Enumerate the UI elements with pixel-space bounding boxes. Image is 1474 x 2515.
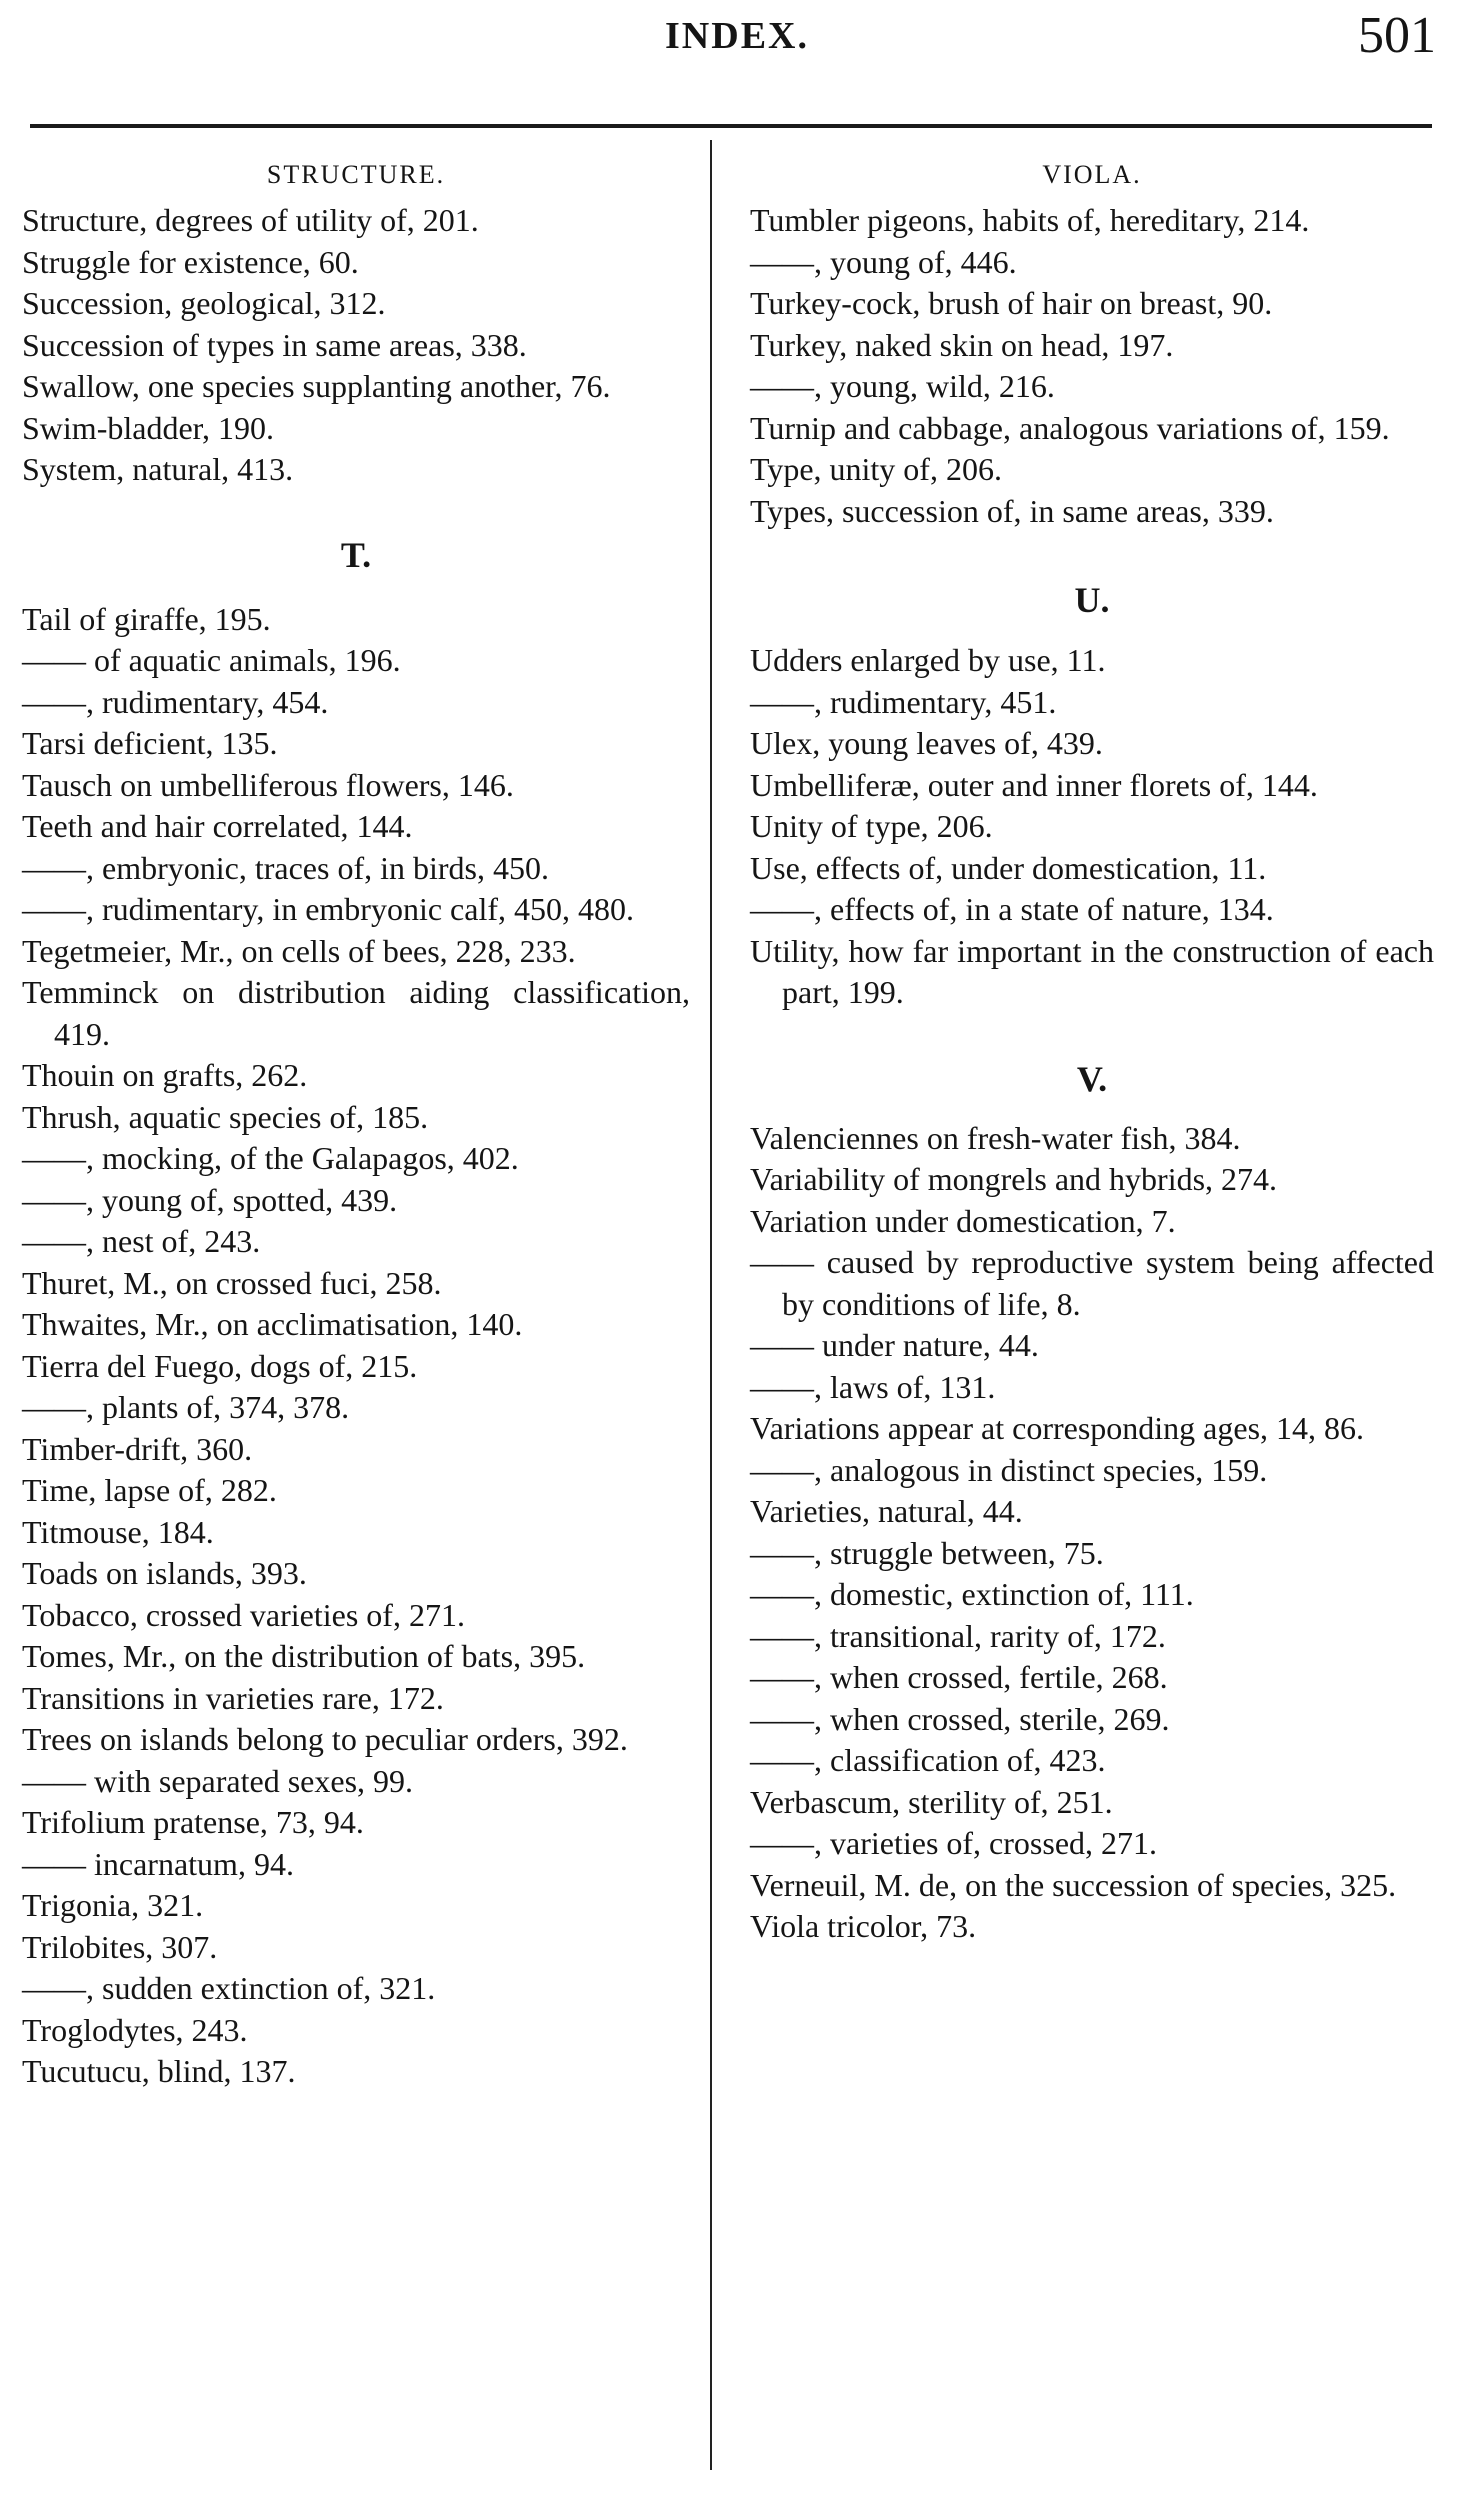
- index-entry: ——, struggle between, 75.: [750, 1534, 1104, 1571]
- index-entry: Type, unity of, 206.: [750, 451, 1002, 487]
- index-entry: Utility, how far important in the construction of each part, 199.: [750, 932, 1434, 1010]
- index-entry: Titmouse, 184.: [22, 1513, 214, 1550]
- index-entry: ——, transitional, rarity of, 172.: [750, 1617, 1166, 1654]
- index-entry: Toads on islands, 393.: [22, 1555, 307, 1591]
- running-head: [0, 6, 1474, 76]
- index-entry: ——, rudimentary, 454.: [22, 683, 329, 720]
- index-entry: Tail of giraffe, 195.: [22, 600, 271, 637]
- index-entry: Umbelliferæ, outer and inner florets of, 144.: [750, 766, 1318, 803]
- index-entry: —— of aquatic animals, 196.: [22, 642, 401, 678]
- index-entry: Transitions in varieties rare, 172.: [22, 1679, 444, 1716]
- index-entry: Turkey-cock, brush of hair on breast, 90.: [750, 285, 1273, 321]
- index-entry: ——, analogous in distinct species, 159.: [750, 1451, 1268, 1488]
- index-entry: —— incarnatum, 94.: [22, 1845, 294, 1882]
- page-number: 501: [1358, 7, 1436, 64]
- index-entry: ——, young of, spotted, 439.: [22, 1181, 398, 1218]
- index-entry: Swallow, one species supplanting another, 76.: [22, 368, 611, 404]
- left-column: [22, 150, 690, 2093]
- index-entry: —— caused by reproductive system being affected by conditions of life, 8.: [750, 1244, 1434, 1322]
- index-entry: Tausch on umbelliferous flowers, 146.: [22, 766, 514, 803]
- index-entry: ——, young, wild, 216.: [750, 368, 1055, 404]
- index-entry: Structure, degrees of utility of, 201.: [22, 202, 479, 238]
- index-entry: System, natural, 413.: [22, 451, 294, 487]
- page-title: INDEX.: [665, 15, 809, 57]
- index-entry: Temminck on distribution aiding classification, 419.: [22, 974, 690, 1052]
- index-entry: ——, sudden extinction of, 321.: [22, 1970, 436, 2006]
- index-entry: ——, rudimentary, 451.: [750, 683, 1057, 720]
- index-entry: ——, when crossed, sterile, 269.: [750, 1700, 1170, 1737]
- index-entry: Valenciennes on fresh-water fish, 384.: [750, 1119, 1241, 1156]
- index-entry: ——, classification of, 423.: [750, 1742, 1106, 1778]
- index-entry: Verneuil, M. de, on the succession of species, 325.: [750, 1866, 1397, 1903]
- index-entry: Use, effects of, under domestication, 11.: [750, 849, 1267, 886]
- index-entry: Troglodytes, 243.: [22, 2011, 248, 2048]
- index-entry: Tegetmeier, Mr., on cells of bees, 228, 233.: [22, 932, 576, 969]
- column-divider: [710, 140, 712, 2470]
- index-entry: Thwaites, Mr., on acclimatisation, 140.: [22, 1306, 523, 1342]
- index-entry: Udders enlarged by use, 11.: [750, 642, 1106, 678]
- index-entry: Variability of mongrels and hybrids, 274.: [750, 1161, 1278, 1197]
- index-entry: Thuret, M., on crossed fuci, 258.: [22, 1264, 442, 1301]
- index-entry: Succession, geological, 312.: [22, 285, 386, 321]
- index-entry: Trigonia, 321.: [22, 1887, 204, 1923]
- index-entry: ——, domestic, extinction of, 111.: [750, 1576, 1194, 1612]
- index-entry: ——, young of, 446.: [750, 243, 1017, 280]
- right-column: [750, 150, 1434, 1948]
- entry-list: [22, 599, 690, 2093]
- index-entry: ——, varieties of, crossed, 271.: [750, 1825, 1158, 1861]
- index-entry: Tierra del Fuego, dogs of, 215.: [22, 1347, 418, 1384]
- index-entry: Unity of type, 206.: [750, 808, 993, 844]
- index-entry: Tumbler pigeons, habits of, hereditary, 214.: [750, 202, 1310, 238]
- entry-list: [22, 200, 690, 491]
- entry-list: [750, 1118, 1434, 1948]
- index-entry: Ulex, young leaves of, 439.: [750, 725, 1103, 761]
- index-entry: Swim-bladder, 190.: [22, 409, 275, 446]
- index-entry: Time, lapse of, 282.: [22, 1472, 277, 1508]
- column-running-head: VIOLA.: [1042, 160, 1142, 189]
- index-entry: Types, succession of, in same areas, 339.: [750, 492, 1274, 529]
- index-entry: ——, when crossed, fertile, 268.: [750, 1659, 1168, 1695]
- index-entry: Tobacco, crossed varieties of, 271.: [22, 1596, 465, 1633]
- index-entry: Trees on islands belong to peculiar orders, 392.: [22, 1721, 628, 1757]
- index-entry: Tucutucu, blind, 137.: [22, 2053, 296, 2089]
- index-entry: ——, laws of, 131.: [750, 1368, 996, 1405]
- index-entry: Tarsi deficient, 135.: [22, 725, 278, 761]
- section-heading: V.: [1076, 1058, 1108, 1099]
- index-entry: Struggle for existence, 60.: [22, 243, 359, 280]
- index-entry: Viola tricolor, 73.: [750, 1908, 977, 1944]
- index-entry: ——, effects of, in a state of nature, 134.: [750, 891, 1274, 927]
- section-heading: U.: [1074, 580, 1110, 620]
- section-heading: T.: [340, 534, 372, 575]
- index-entry: Variation under domestication, 7.: [750, 1202, 1176, 1239]
- index-entry: Tomes, Mr., on the distribution of bats, 395.: [22, 1638, 586, 1674]
- index-entry: Succession of types in same areas, 338.: [22, 326, 527, 363]
- index-entry: —— under nature, 44.: [750, 1327, 1039, 1363]
- index-entry: Thrush, aquatic species of, 185.: [22, 1098, 429, 1135]
- entry-list: [750, 640, 1434, 1014]
- index-entry: —— with separated sexes, 99.: [22, 1762, 414, 1799]
- index-entry: ——, plants of, 374, 378.: [22, 1389, 350, 1425]
- index-entry: ——, embryonic, traces of, in birds, 450.: [22, 849, 549, 886]
- index-entry: Variations appear at corresponding ages, 14, 86.: [750, 1410, 1365, 1446]
- entry-list: [750, 200, 1434, 532]
- index-entry: ——, mocking, of the Galapagos, 402.: [22, 1140, 519, 1176]
- index-entry: Turnip and cabbage, analogous variations of, 159.: [750, 409, 1390, 446]
- index-entry: Turkey, naked skin on head, 197.: [750, 326, 1174, 363]
- index-entry: Trilobites, 307.: [22, 1928, 218, 1965]
- index-entry: Trifolium pratense, 73, 94.: [22, 1804, 364, 1840]
- index-entry: Verbascum, sterility of, 251.: [750, 1783, 1113, 1820]
- index-entry: ——, nest of, 243.: [22, 1223, 261, 1259]
- index-entry: Thouin on grafts, 262.: [22, 1057, 308, 1093]
- index-entry: Teeth and hair correlated, 144.: [22, 808, 413, 844]
- index-entry: Timber-drift, 360.: [22, 1430, 253, 1467]
- header-rule: [30, 124, 1432, 128]
- column-running-head: STRUCTURE.: [266, 160, 446, 189]
- index-entry: Varieties, natural, 44.: [750, 1493, 1023, 1529]
- index-entry: ——, rudimentary, in embryonic calf, 450, 480.: [22, 891, 634, 927]
